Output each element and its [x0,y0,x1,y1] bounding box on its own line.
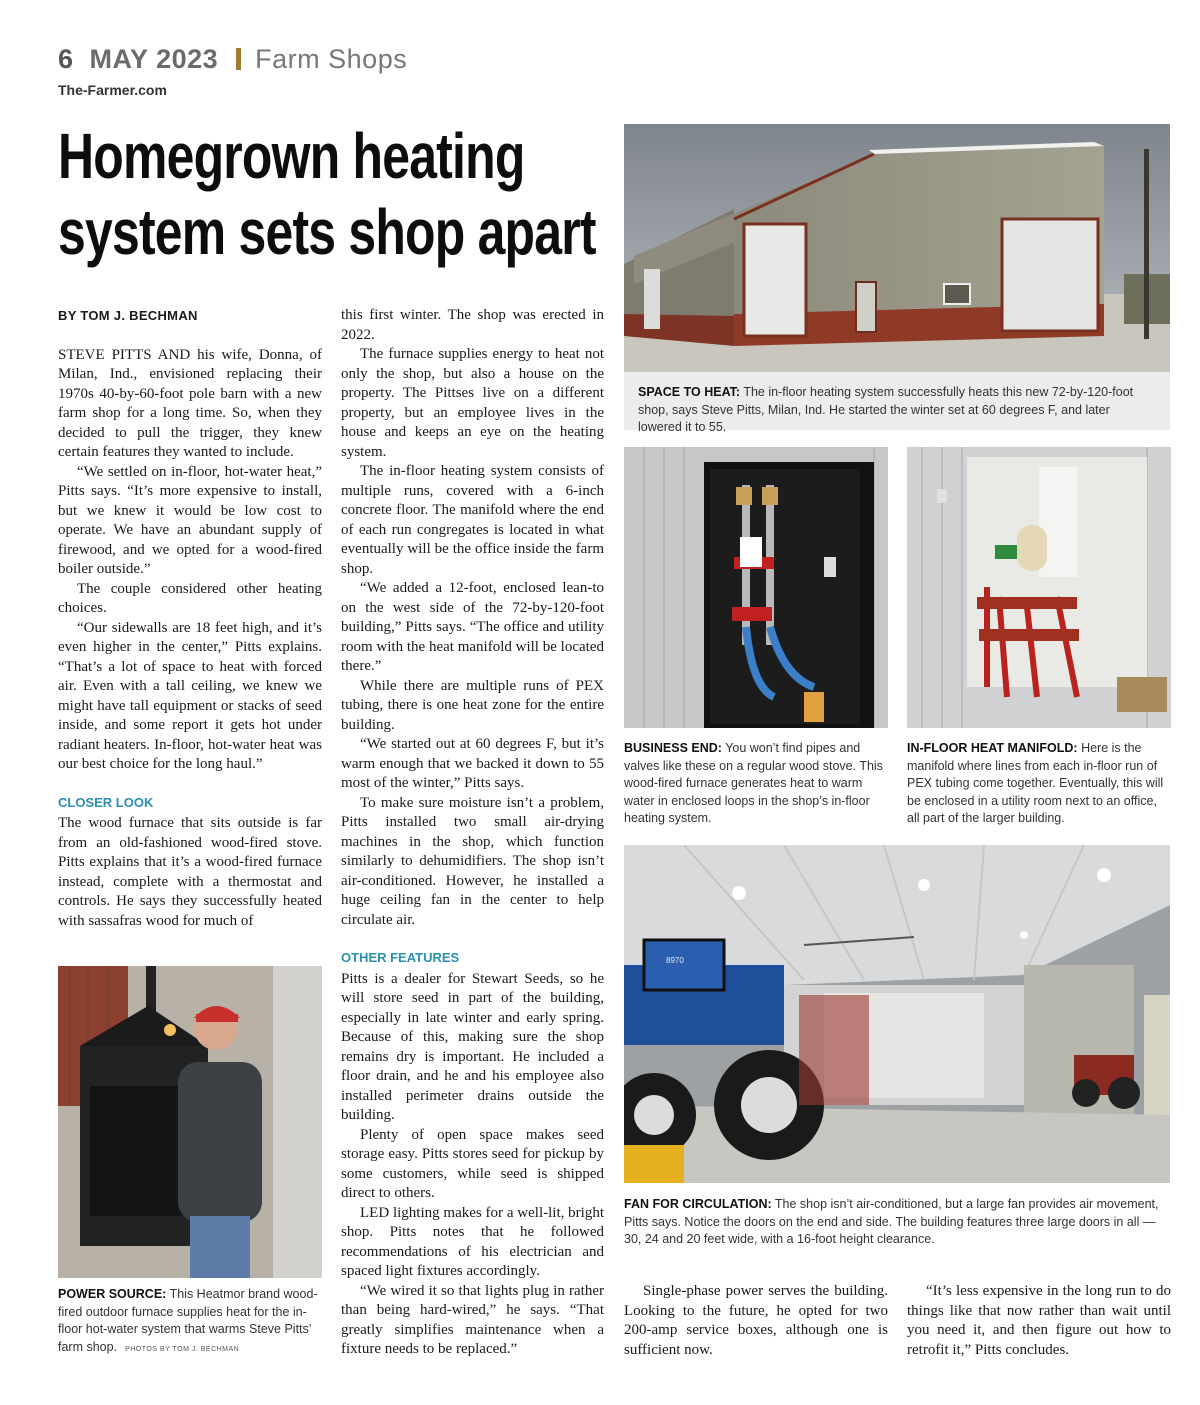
caption-space-to-heat [624,372,1170,434]
shop-exterior-image [624,124,1170,372]
paragraph: LED lighting makes for a well-lit, bright shop. Pitts notes that he followed recommendations of his electrician and spaced light fixtures accordingly. [341,1204,604,1279]
column-4 [907,1282,1171,1360]
paragraph: Plenty of open space makes seed storage easy. Pitts stores seed for pickup by some customers, while seed is shipped direct to others. [341,1126,604,1201]
caption-text: The shop isn’t air-conditioned, but a large fan provides air movement, Pitts says. Notice the doors on the end and side. The building features three large doors in all — 30, 24 and 20 feet wide, with a 16-foot height clearance. [624,1197,1159,1246]
paragraph: “It’s less expensive in the long run to do things like that now rather than wait until you need it, and then figure out how to retrofit it,” Pitts concludes. [907,1283,1171,1358]
headline [58,118,620,270]
caption-text: The in-floor heating system successfully heats this new 72-by-120-foot shop, says Steve Pitts, Milan, Ind. He started the winter set at 60 degrees F, and later lowered it to 55. [638,385,1134,434]
tractor-badge: 8970 [666,956,684,965]
byline: BY TOM J. BECHMAN [58,308,198,323]
folio [58,44,407,75]
subhead-closer-look: CLOSER LOOK [58,794,154,810]
caption-label: IN-FLOOR HEAT MANIFOLD: [907,741,1078,755]
caption-fan-for-circulation [624,1196,1170,1249]
column-1 [58,306,322,931]
column-2 [341,306,604,1360]
caption-label: SPACE TO HEAT: [638,385,741,399]
section-name: Farm Shops [255,44,408,74]
photo-credit: PHOTOS BY TOM J. BECHMAN [125,1345,240,1353]
photo-heat-manifold [907,447,1171,728]
paragraph: “We started out at 60 degrees F, but it’s warm enough that we backed it down to 55 most of the winter,” Pitts says. [341,736,604,791]
caption-text: This Heatmor brand wood-fired outdoor furnace supplies heat for the in-floor hot-water system that warms Steve Pitts’ farm shop. [58,1287,318,1354]
paragraph: “We settled on in-floor, hot-water heat,” Pitts says. “It’s more expensive to install, but we knew it would be low cost to operate. We have an abundant supply of firewood, and we opted for a wood-fired boiler outside.” [58,463,322,577]
paragraph: “Our sidewalls are 18 feet high, and it’s even higher in the center,” Pitts explains. “That’s a lot of space to heat with forced air. Even with a tall ceiling, we knew we might have tall equipment or stacks of seed inside, and some report it gets hot under radiant heaters. In-floor, hot-water heat was our best choice for the long haul.” [58,619,322,772]
paragraph: Single-phase power serves the building. Looking to the future, he opted for two 200-amp service boxes, although one is sufficient now. [624,1283,888,1358]
page-number: 6 [58,44,74,74]
furnace-plumbing-image [624,447,888,728]
photo-power-source [58,966,322,1278]
photo-shop-interior [624,845,1170,1183]
paragraph: The in-floor heating system consists of multiple runs, covered with a 6-inch concrete floor. The manifold where the end of each run congregates is located in what eventually will be the office inside the farm shop. [341,463,604,577]
headline-line-1: Homegrown heating [58,120,525,192]
paragraph: “We added a 12-foot, enclosed lean-to on the west side of the 72-by-120-foot building,” Pitts says. “The office and utility room with the heat manifold will be located there.” [341,580,604,674]
caption-text: Here is the manifold where lines from each in-floor run of PEX tubing come together. Eventually, this will be enclosed in a utility room next to an office, all part of the larger building. [907,741,1164,825]
caption-business-end [624,740,886,828]
paragraph: The couple considered other heating choices. [58,580,322,616]
caption-label: BUSINESS END: [624,741,722,755]
caption-label: FAN FOR CIRCULATION: [624,1197,772,1211]
paragraph: The wood furnace that sits outside is far from an old-fashioned wood-fired stove. Pitts explains that it’s a wood-fired furnace instead, complete with a thermostat and controls. He says they successfully heated with sassafras wood for much of [58,815,322,929]
paragraph: Pitts is a dealer for Stewart Seeds, so he will store seed in part of the building, especially in late winter and early spring. Because of this, making sure the shop remains dry is important. He included a floor drain, and he and his employee also installed perimeter drains outside the building. [341,970,604,1123]
paragraph: To make sure moisture isn’t a problem, Pitts installed two small air-drying machines in the shop, which function similarly to dehumidifiers. The shop isn’t air-conditioned. However, he installed a huge ceiling fan in the center to help circulate air. [341,794,604,928]
paragraph: While there are multiple runs of PEX tubing, there is one heat zone for the entire building. [341,677,604,733]
site-url: The-Farmer.com [58,82,167,98]
photo-shop-exterior [624,124,1170,372]
caption-text: You won’t find pipes and valves like these on a regular wood stove. This wood-fired furnace generates heat to warm water in enclosed loops in the shop’s in-floor heating system. [624,741,883,825]
issue-date: MAY 2023 [89,44,219,74]
caption-heat-manifold [907,740,1169,828]
shop-interior-image [624,845,1170,1183]
headline-line-2: system sets shop apart [58,196,596,268]
folio-divider [236,48,241,70]
subhead-other-features: OTHER FEATURES [341,950,460,965]
paragraph: The furnace supplies energy to heat not only the shop, but also a house on the property. The Pittses live on a different property, but an employee lives in the house and keeps an eye on the heating system. [341,346,604,460]
caption-label: POWER SOURCE: [58,1287,167,1301]
photo-furnace-plumbing [624,447,888,728]
paragraph: “We wired it so that lights plug in rather than being hard-wired,” he says. “That greatly simplifies maintenance when a fixture needs to be replaced.” [341,1282,604,1357]
paragraph: this first winter. The shop was erected in 2022. [341,307,604,343]
power-source-image [58,966,322,1278]
paragraph: STEVE PITTS AND his wife, Donna, of Milan, Ind., envisioned replacing their 1970s 40-by-60-foot pole barn with a new farm shop for a long time. So, when they decided to pull the trigger, they knew certain features they wanted to include. [58,346,322,460]
heat-manifold-image [907,447,1171,728]
column-3 [624,1282,888,1360]
caption-power-source [58,1286,324,1358]
